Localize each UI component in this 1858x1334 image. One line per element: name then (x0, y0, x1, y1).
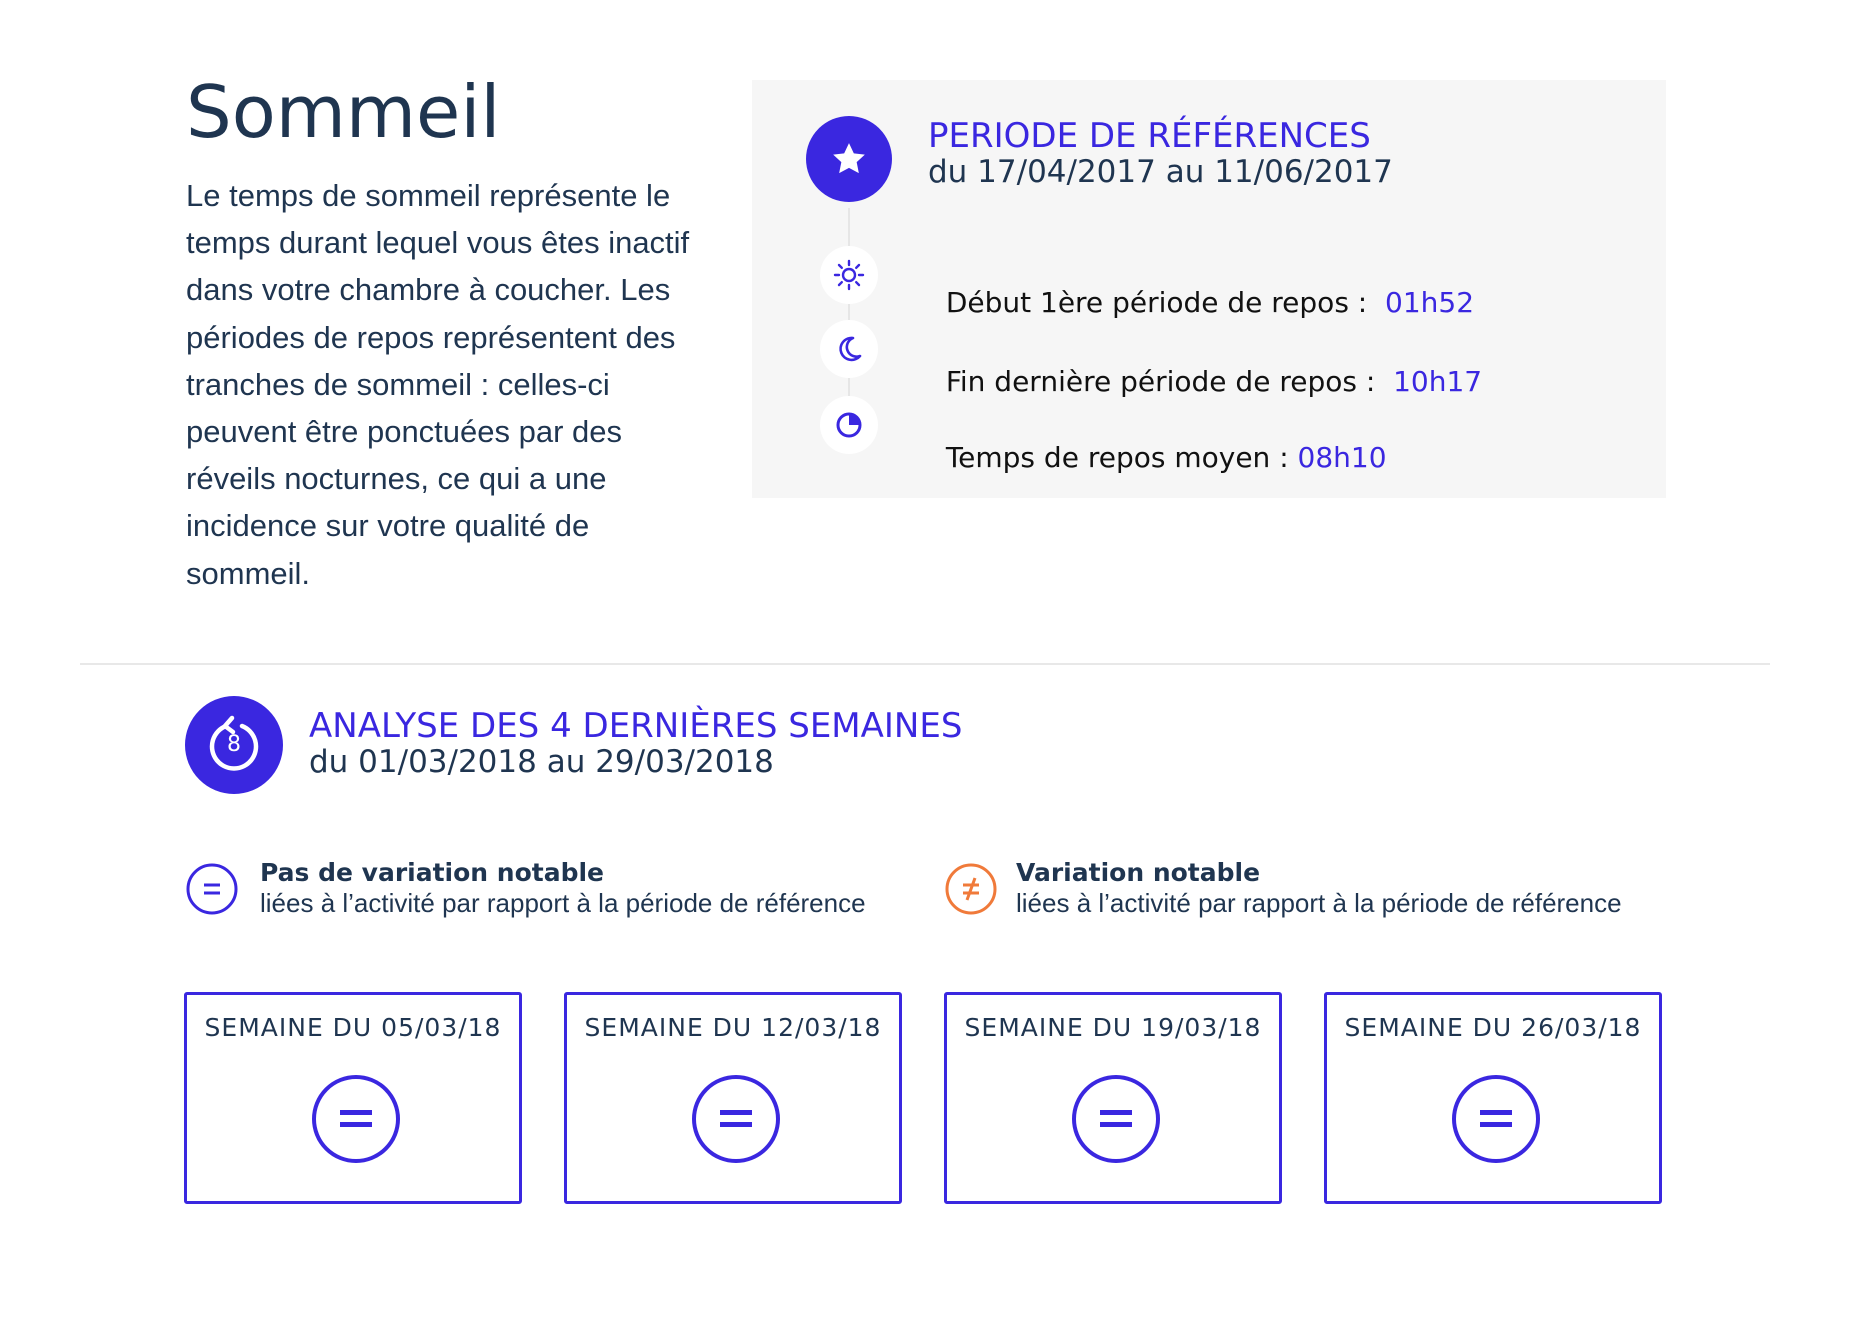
week-label: SEMAINE DU 26/03/18 (1344, 1013, 1642, 1042)
week-label: SEMAINE DU 05/03/18 (204, 1013, 502, 1042)
average-rest-value: 08h10 (1297, 441, 1387, 474)
legend-equal-title: Pas de variation notable (260, 858, 605, 887)
legend-equal-subtitle: liées à l’activité par rapport à la période de référence (260, 888, 866, 918)
average-rest-label: Temps de repos moyen : (945, 441, 1298, 474)
week-card (564, 992, 902, 1204)
last-rest-end-row (928, 332, 1482, 398)
not-equal-circle-icon (944, 862, 998, 916)
legend-notequal-subtitle: liées à l’activité par rapport à la période de référence (1016, 888, 1622, 918)
sun-icon (832, 258, 866, 292)
section-divider (80, 663, 1770, 665)
pie-clock-icon (833, 409, 865, 441)
week-status-equal (692, 1075, 780, 1163)
reference-badge (806, 116, 892, 202)
reference-dates: du 17/04/2017 au 11/06/2017 (928, 154, 1393, 190)
week-label: SEMAINE DU 12/03/18 (584, 1013, 882, 1042)
sun-icon-wrapper (820, 246, 878, 304)
moon-icon-wrapper (820, 320, 878, 378)
week-card (944, 992, 1282, 1204)
equal-icon (336, 1107, 376, 1131)
equal-icon (1096, 1107, 1136, 1131)
analysis-badge (185, 696, 283, 794)
sleep-description: Le temps de sommeil représente le temps durant lequel vous êtes inactif dans votre chambre à coucher. Les périodes de repos représentent des tranches de sommeil : celles-ci peuvent être ponctuées par des réveils nocturnes, ce qui a une incidence sur votre qualité de sommeil. (186, 178, 690, 591)
legend-notequal-title: Variation notable (1016, 858, 1261, 887)
legend-equal-symbol (185, 862, 239, 920)
reference-title: PERIODE DE RÉFÉRENCES (928, 116, 1371, 156)
average-rest-row (928, 408, 1387, 474)
first-rest-start-row (928, 253, 1474, 319)
legend-notequal-symbol (944, 862, 998, 920)
equal-icon (716, 1107, 756, 1131)
equal-icon (1476, 1107, 1516, 1131)
moon-icon (834, 334, 864, 364)
last-rest-end-value: 10h17 (1393, 365, 1483, 398)
week-label: SEMAINE DU 19/03/18 (964, 1013, 1262, 1042)
last-rest-end-label: Fin dernière période de repos : (945, 365, 1394, 398)
week-card (1324, 992, 1662, 1204)
analysis-badge-number: 8 (227, 732, 241, 757)
equal-circle-icon (185, 862, 239, 916)
analysis-title: ANALYSE DES 4 DERNIÈRES SEMAINES (309, 706, 963, 746)
first-rest-start-label: Début 1ère période de repos : (945, 286, 1386, 319)
star-icon (829, 139, 869, 179)
page-title: Sommeil (186, 70, 501, 154)
week-status-equal (1452, 1075, 1540, 1163)
week-card (184, 992, 522, 1204)
week-status-equal (1072, 1075, 1160, 1163)
analysis-dates: du 01/03/2018 au 29/03/2018 (309, 744, 774, 780)
first-rest-start-value: 01h52 (1385, 286, 1475, 319)
week-status-equal (312, 1075, 400, 1163)
pie-clock-icon-wrapper (820, 396, 878, 454)
